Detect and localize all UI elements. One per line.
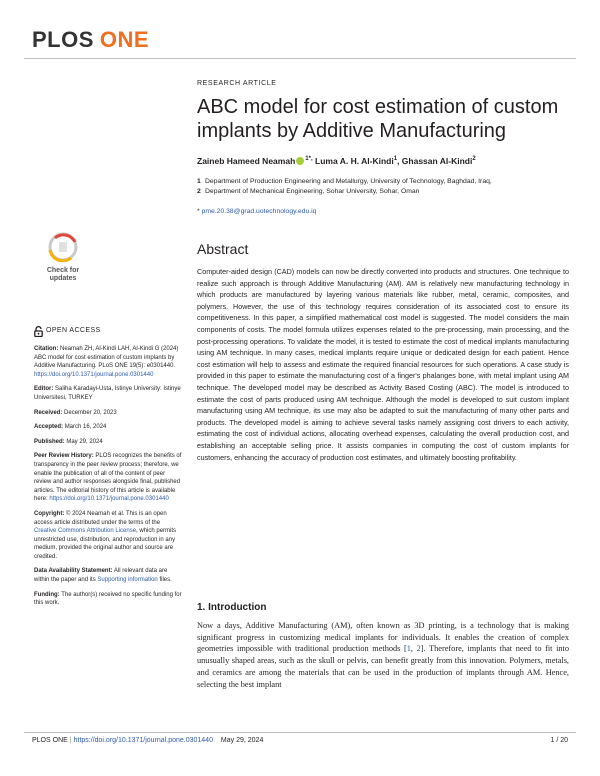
page-number: 1 / 20 bbox=[550, 737, 568, 744]
footer-divider bbox=[24, 732, 576, 733]
email-link[interactable]: pme.20.38@grad.uotechnology.edu.iq bbox=[201, 208, 317, 215]
footer-journal: PLOS ONE bbox=[32, 737, 68, 744]
open-lock-icon bbox=[34, 326, 43, 337]
reference-separator: , bbox=[410, 644, 417, 654]
affiliation-number: 2 bbox=[197, 188, 201, 195]
data-availability-block bbox=[34, 567, 182, 584]
logo-plos: PLOS bbox=[32, 27, 94, 52]
accepted-block bbox=[34, 423, 182, 432]
affiliation-number: 1 bbox=[197, 178, 201, 185]
editor-block bbox=[34, 385, 182, 402]
abstract-text: Computer-aided design (CAD) models can now be directly converted into products and structures. One technique to realize such approach is through Additive Manufacturing (AM). AM is relatively new manufacturing technology in which products are manufactured by layering various materials like rubber, metal, ceramic, composites, and polymers. However, the use of this technology requires consideration of its associated cost to ensure its competitiveness. In this paper, a simplified mathematical cost model is suggested. The model considers the main components of costs. The model formula utilizes expenses related to the pre-processing, main processing, and the post-processing operations. To validate the model, it is tested to estimate the cost of medical implants manufacturing using AM technique. In many cases, medical implants require unique or dedicated design for each patient. Hence cost estimation will help to assess and estimate the required financial resources for such operations. A case study is provided in this paper to estimate the manufacturing cost of a finger's phalanges bone, with metal implant using AM technique. The developed model may be described as Activity Based Costing (ABC). The model is introduced to estimate the cost of parts produced using AM technique. Although the model is developed to suit custom implant manufacturing using AM technique, its use may also be adapted to suit the manufacturing of many other parts and products. The developed model is aiming to achieve several tasks namely assigning cost drivers to each activity, estimating the cost of individual actions, allocating overhead expenses, calculating the overall production cost, and establishing an acceptable selling price. It assists companies in computing the cost of custom implants for customers, enhancing the accuracy of production cost estimates, and ultimately boosting profitability. bbox=[197, 267, 569, 462]
license-link[interactable]: Creative Commons Attribution License bbox=[34, 528, 137, 535]
author-separator: , bbox=[397, 156, 400, 166]
masthead-divider bbox=[24, 58, 576, 59]
published-label: Published: bbox=[34, 438, 65, 445]
check-updates-line1: Check for bbox=[46, 267, 80, 274]
affiliation-line bbox=[197, 177, 492, 187]
affiliations bbox=[197, 177, 492, 197]
peer-review-block bbox=[34, 452, 182, 504]
logo-one: ONE bbox=[99, 27, 150, 52]
editor-label: Editor: bbox=[34, 386, 54, 393]
affiliation-text: Department of Mechanical Engineering, Sohar University, Sohar, Oman bbox=[205, 188, 420, 195]
page-footer bbox=[32, 737, 263, 744]
reference-link[interactable]: 2 bbox=[416, 644, 421, 654]
received-block bbox=[34, 409, 182, 418]
article-type: RESEARCH ARTICLE bbox=[197, 80, 277, 87]
author-name[interactable]: Zaineb Hameed Neamah bbox=[197, 156, 296, 166]
accepted-label: Accepted: bbox=[34, 424, 64, 431]
check-for-updates-badge[interactable] bbox=[34, 232, 92, 288]
open-access-text: OPEN ACCESS bbox=[46, 327, 101, 335]
funding-text: The author(s) received no specific funding for this work. bbox=[34, 591, 182, 607]
citation-block bbox=[34, 345, 182, 379]
copyright-text: © 2024 Neamah et al. This is an open access article distributed under the terms of the bbox=[34, 510, 167, 526]
published-date: May 29, 2024 bbox=[66, 438, 103, 445]
copyright-block bbox=[34, 510, 182, 562]
copyright-text-end: , which permits unrestricted use, distribution, and reproduction in any medium, provided the original author and source are credited. bbox=[34, 528, 177, 560]
affiliation-marker: 2 bbox=[472, 156, 476, 163]
sidebar-metadata bbox=[34, 326, 182, 614]
peer-review-text: PLOS recognizes the benefits of transparency in the peer review process; therefore, we enable the publication of all of the content of peer review and author responses alongside final, published articles. The editorial history of this article is available here: bbox=[34, 453, 182, 503]
author-name[interactable]: Luma A. H. Al-Kindi bbox=[315, 156, 394, 166]
introduction-heading: 1. Introduction bbox=[197, 602, 267, 613]
author-list bbox=[197, 156, 476, 166]
funding-block bbox=[34, 591, 182, 608]
author-name[interactable]: Ghassan Al-Kindi bbox=[401, 156, 473, 166]
introduction-text-part: ]. Therefore, implants that need to fit into unusually shaped areas, such as the skull or pelvis, can benefit greatly from this innovation. Polymers, metals, and ceramics are among the materials that can be used in the production of implants through AM. Hence, selecting the best implant bbox=[197, 644, 569, 689]
data-availability-text-end: files. bbox=[159, 577, 172, 584]
data-availability-text: All relevant data are within the paper and its bbox=[34, 568, 168, 584]
footer-date: May 29, 2024 bbox=[220, 737, 264, 744]
abstract-heading: Abstract bbox=[197, 241, 249, 257]
affiliation-text: Department of Production Engineering and Metallurgy, University of Technology, Baghdad, Iraq, bbox=[205, 178, 492, 185]
received-date: December 20, 2023 bbox=[64, 409, 117, 416]
affiliation-marker: 1 bbox=[393, 156, 398, 163]
introduction-text-part: Now a days, Additive Manufacturing (AM), often known as 3D printing, is a technology that is making significant progress in customizing medical implants for individuals. It enables the creation of complex geometries impossible with traditional production methods [ bbox=[197, 621, 569, 654]
citation-label: Citation: bbox=[34, 346, 59, 352]
peer-review-link[interactable]: https://doi.org/10.1371/journal.pone.0301440 bbox=[49, 496, 169, 503]
footer-separator: | bbox=[69, 737, 72, 744]
published-block bbox=[34, 438, 182, 447]
peer-review-label: Peer Review History: bbox=[34, 453, 94, 460]
citation-text: Neamah ZH, Al-Kindi LAH, Al-Kindi G (2024) ABC model for cost estimation of custom implants by Additive Manufacturing. PLoS ONE 19(5): e0301440. bbox=[34, 346, 179, 370]
accepted-date: March 16, 2024 bbox=[64, 424, 107, 431]
open-access-label bbox=[34, 326, 182, 337]
corresponding-mark: * bbox=[197, 208, 200, 215]
journal-masthead bbox=[32, 28, 149, 52]
corresponding-marker: *, bbox=[308, 156, 313, 163]
affiliation-marker: 1 bbox=[305, 156, 309, 163]
citation-doi-link[interactable]: https://doi.org/10.1371/journal.pone.0301440 bbox=[34, 371, 154, 378]
copyright-label: Copyright: bbox=[34, 510, 65, 517]
funding-label: Funding: bbox=[34, 591, 60, 598]
data-availability-label: Data Availability Statement: bbox=[34, 568, 113, 575]
article-title: ABC model for cost estimation of custom implants by Additive Manufacturing bbox=[197, 96, 559, 142]
received-label: Received: bbox=[34, 409, 63, 416]
check-updates-icon bbox=[45, 232, 81, 262]
editor-text: Saliha Karadayi-Usta, Istinye University: Istinye Universitesi, TURKEY bbox=[34, 386, 181, 401]
supporting-information-link[interactable]: Supporting information bbox=[97, 577, 158, 584]
affiliation-line bbox=[197, 187, 492, 197]
footer-doi-link[interactable]: https://doi.org/10.1371/journal.pone.0301440 bbox=[73, 737, 213, 744]
corresponding-email bbox=[197, 208, 316, 215]
introduction-text bbox=[197, 620, 569, 690]
check-updates-line2: updates bbox=[49, 275, 77, 282]
orcid-icon[interactable] bbox=[296, 157, 304, 165]
reference-link[interactable]: 1 bbox=[406, 644, 411, 654]
